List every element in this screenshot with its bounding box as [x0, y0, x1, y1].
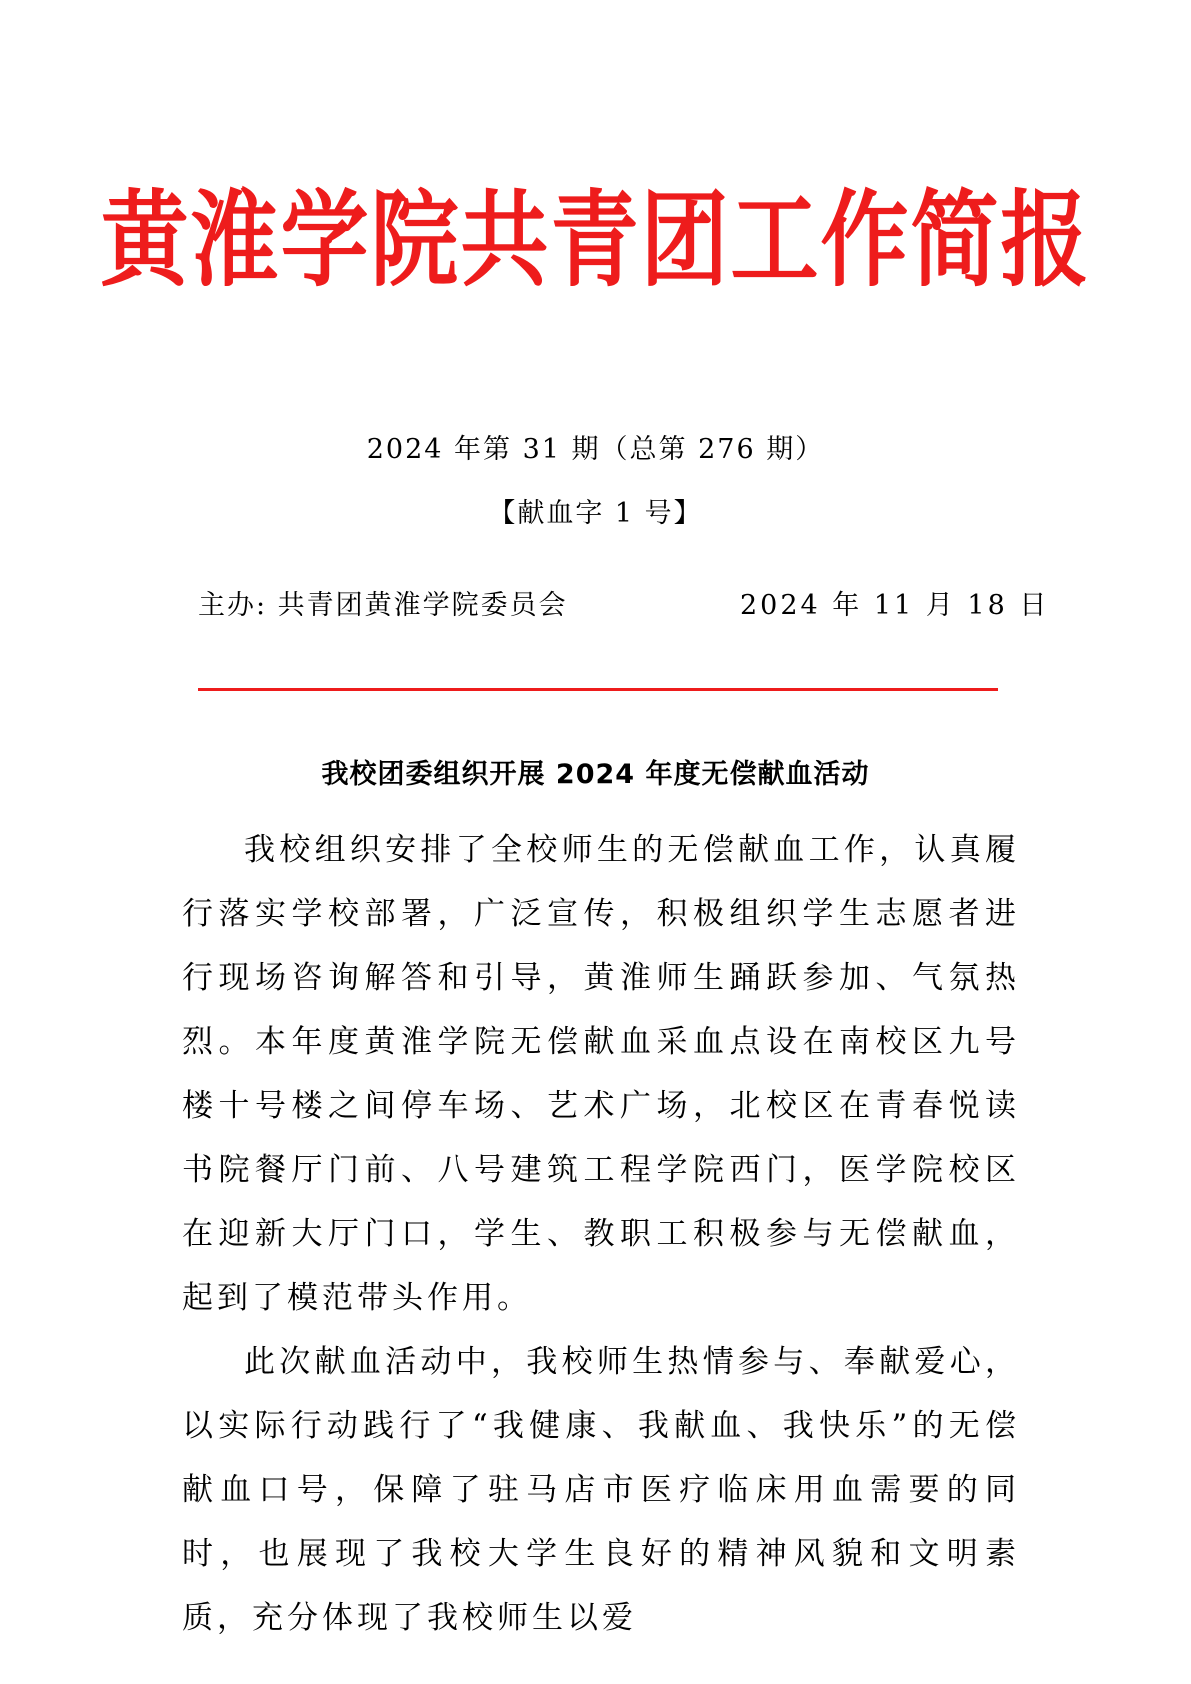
- article-body: [182, 818, 1020, 1650]
- article-paragraph-1: 我校组织安排了全校师生的无偿献血工作，认真履行落实学校部署，广泛宣传，积极组织学生志愿者进行现场咨询解答和引导，黄淮师生踊跃参加、气氛热烈。本年度黄淮学院无偿献血采血点设在南校区九号楼十号楼之间停车场、艺术广场，北校区在青春悦读书院餐厅门前、八号建筑工程学院西门，医学院校区在迎新大厅门口，学生、教职工积极参与无偿献血，起到了模范带头作用。: [182, 832, 1020, 1316]
- masthead-title: 黄淮学院共青团工作简报: [100, 179, 1091, 301]
- issue-line: 2024 年第 31 期（总第 276 期）: [366, 434, 825, 465]
- red-divider: [198, 688, 998, 691]
- article-paragraph-2: 此次献血活动中，我校师生热情参与、奉献爱心，以实际行动践行了“我健康、我献血、我快乐”的无偿献血口号，保障了驻马店市医疗临床用血需要的同时，也展现了我校大学生良好的精神风貌和文明素质，充分体现了我校师生以爱: [182, 1344, 1020, 1636]
- issue-date: 2024 年 11 月 18 日: [740, 590, 1050, 621]
- document-number: 【献血字 1 号】: [488, 498, 703, 529]
- sponsor-line: 主办: 共青团黄淮学院委员会: [198, 590, 568, 621]
- article-title: 我校团委组织开展 2024 年度无偿献血活动: [321, 759, 870, 790]
